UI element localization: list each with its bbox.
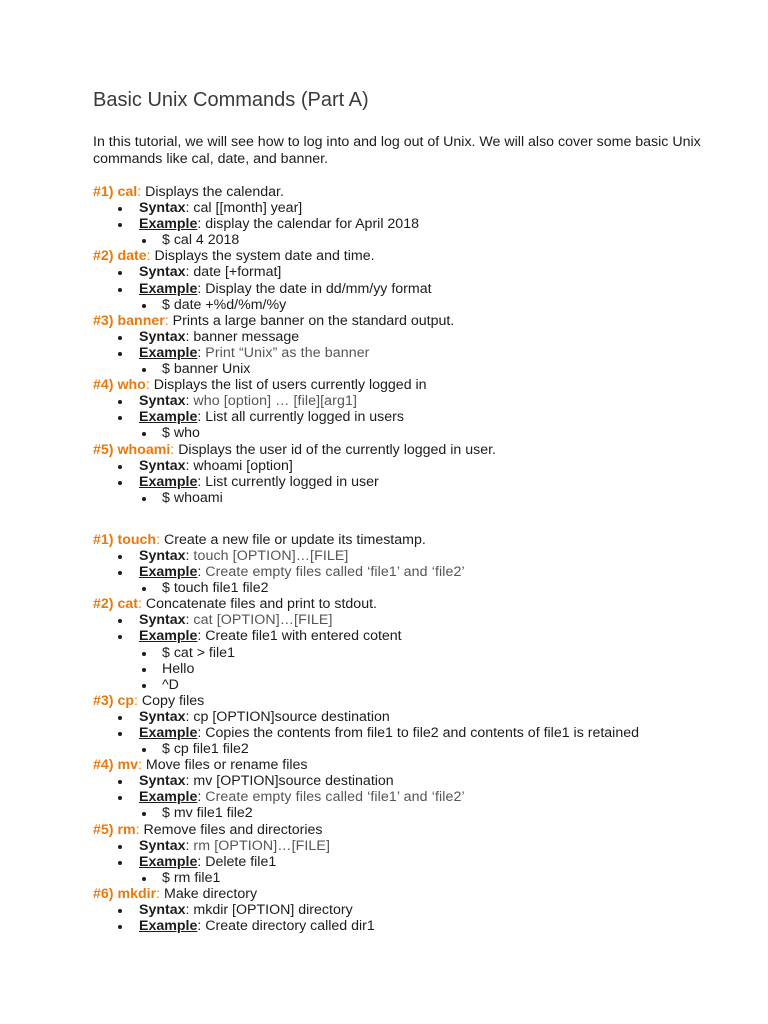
example-command-line: $ rm file1: [93, 870, 733, 886]
command-name: banner: [117, 312, 165, 329]
example-item: Example: Create empty files called ‘file1’ and ‘file2’: [93, 564, 733, 580]
example-item: Example: Delete file1: [93, 854, 733, 870]
command-number-and-name: [93, 313, 165, 329]
example-item: Example: Print “Unix” as the banner: [93, 345, 733, 361]
command-number: #1): [93, 531, 114, 548]
command-description: Displays the system date and time.: [154, 248, 375, 265]
example-item: Example: display the calendar for April 2018: [93, 216, 733, 232]
command-description: Prints a large banner on the standard output.: [172, 312, 455, 329]
example-label: Example: [139, 216, 198, 233]
command-description: Create a new file or update its timestamp.: [163, 531, 426, 548]
example-label: Example: [139, 473, 198, 490]
syntax-label: Syntax: [139, 612, 186, 629]
command-description: Remove files and directories: [143, 821, 323, 838]
command-entry: [93, 377, 733, 441]
command-description: Displays the calendar.: [145, 184, 284, 200]
syntax-item: Syntax: date [+format]: [93, 264, 733, 280]
example-value: Create directory called dir1: [205, 918, 375, 935]
command-entry: [93, 248, 733, 312]
document-title: Basic Unix Commands (Part A): [93, 89, 369, 111]
example-item: Example: Copies the contents from file1 to file2 and contents of file1 is retained: [93, 725, 733, 741]
command-group: [93, 532, 733, 934]
command-description: Displays the list of users currently logged in: [153, 377, 427, 394]
example-value: Create empty files called ‘file1’ and ‘file2’: [205, 789, 465, 806]
example-value: List all currently logged in users: [205, 409, 404, 426]
command-entry: [93, 313, 733, 377]
example-command-line: $ banner Unix: [93, 361, 733, 377]
command-group: [93, 184, 733, 506]
command-number: #5): [93, 441, 114, 458]
syntax-item: Syntax: mkdir [OPTION] directory: [93, 902, 733, 918]
command-number-and-name: [93, 377, 146, 393]
command-separator: :: [146, 248, 155, 265]
syntax-value: cal [[month] year]: [193, 200, 303, 217]
intro-paragraph: In this tutorial, we will see how to log into and log out of Unix. We will also cover some basic Unix commands like cal, date, and banner.: [93, 134, 701, 167]
command-number: #3): [93, 312, 114, 329]
syntax-item: Syntax: cat [OPTION]…[FILE]: [93, 612, 733, 628]
command-number-and-name: [93, 248, 147, 264]
command-separator: :: [137, 757, 146, 774]
command-number-and-name: [93, 757, 138, 773]
syntax-label: Syntax: [139, 902, 186, 919]
example-item: Example: Create file1 with entered cotent: [93, 628, 733, 644]
command-number-and-name: [93, 442, 170, 458]
example-item: Example: List currently logged in user: [93, 474, 733, 490]
example-item: Example: Create directory called dir1: [93, 918, 733, 934]
syntax-item: Syntax: rm [OPTION]…[FILE]: [93, 838, 733, 854]
example-label: Example: [139, 564, 198, 581]
example-value: List currently logged in user: [205, 473, 379, 490]
syntax-label: Syntax: [139, 393, 186, 410]
command-separator: :: [135, 821, 144, 838]
command-description: Move files or rename files: [145, 757, 308, 774]
example-command-line: Hello: [93, 661, 733, 677]
command-separator: :: [134, 692, 142, 709]
command-heading: [93, 184, 733, 200]
command-name: cp: [117, 692, 135, 709]
command-heading: [93, 442, 733, 458]
syntax-value: cp [OPTION]source destination: [193, 708, 390, 725]
example-value: Delete file1: [205, 853, 277, 870]
example-item: Example: Create empty files called ‘file1’ and ‘file2’: [93, 789, 733, 805]
syntax-label: Syntax: [139, 264, 186, 281]
syntax-label: Syntax: [139, 547, 186, 564]
example-item: Example: List all currently logged in users: [93, 409, 733, 425]
syntax-item: Syntax: who [option] … [file][arg1]: [93, 393, 733, 409]
command-number-and-name: [93, 693, 134, 709]
syntax-item: Syntax: cal [[month] year]: [93, 200, 733, 216]
example-label: Example: [139, 918, 198, 935]
syntax-value: date [+format]: [193, 264, 282, 281]
command-entry: [93, 822, 733, 886]
syntax-item: Syntax: touch [OPTION]…[FILE]: [93, 548, 733, 564]
syntax-value: rm [OPTION]…[FILE]: [193, 837, 331, 854]
example-label: Example: [139, 280, 198, 297]
command-number: #4): [93, 757, 114, 774]
syntax-value: mv [OPTION]source destination: [193, 773, 394, 790]
command-heading: [93, 886, 733, 902]
command-entry: [93, 596, 733, 693]
command-heading: [93, 377, 733, 393]
command-number: #5): [93, 821, 114, 838]
command-entry: [93, 693, 733, 757]
command-separator: :: [145, 377, 154, 394]
syntax-value: mkdir [OPTION] directory: [193, 902, 353, 919]
example-value: display the calendar for April 2018: [205, 216, 419, 233]
syntax-item: Syntax: cp [OPTION]source destination: [93, 709, 733, 725]
example-label: Example: [139, 853, 198, 870]
command-entry: [93, 442, 733, 506]
syntax-label: Syntax: [139, 837, 186, 854]
example-command-line: $ who: [93, 425, 733, 441]
command-sections: [93, 184, 733, 934]
command-number-and-name: [93, 596, 138, 612]
command-heading: [93, 757, 733, 773]
command-separator: :: [156, 531, 164, 548]
command-separator: :: [170, 441, 179, 458]
syntax-label: Syntax: [139, 328, 186, 345]
command-description: Displays the user id of the currently logged in user.: [178, 441, 496, 458]
syntax-value: cat [OPTION]…[FILE]: [193, 612, 333, 629]
document-page: [93, 86, 733, 934]
example-command-line: $ cal 4 2018: [93, 232, 733, 248]
example-value: Create file1 with entered cotent: [205, 628, 402, 645]
command-name: mv: [117, 757, 138, 774]
syntax-item: Syntax: whoami [option]: [93, 458, 733, 474]
example-label: Example: [139, 789, 198, 806]
command-number-and-name: [93, 886, 156, 902]
syntax-item: Syntax: banner message: [93, 329, 733, 345]
command-separator: :: [137, 596, 146, 613]
example-value: Create empty files called ‘file1’ and ‘file2’: [205, 564, 465, 581]
example-value: Print “Unix” as the banner: [205, 344, 370, 361]
example-value: Copies the contents from file1 to file2 and contents of file1 is retained: [205, 725, 640, 741]
example-command-line: $ date +%d/%m/%y: [93, 297, 733, 313]
syntax-label: Syntax: [139, 200, 186, 217]
command-name: touch: [117, 531, 157, 548]
command-entry: [93, 532, 733, 596]
command-entry: [93, 757, 733, 821]
command-description: Concatenate files and print to stdout.: [145, 596, 377, 613]
command-number-and-name: [93, 532, 156, 548]
example-label: Example: [139, 344, 198, 361]
command-separator: :: [137, 184, 146, 200]
syntax-item: Syntax: mv [OPTION]source destination: [93, 773, 733, 789]
command-number: #6): [93, 885, 114, 902]
syntax-value: whoami [option]: [193, 457, 293, 474]
command-heading: [93, 693, 733, 709]
command-name: mkdir: [117, 885, 157, 902]
command-entry: [93, 184, 733, 248]
example-command-line: $ cat > file1: [93, 645, 733, 661]
command-heading: [93, 596, 733, 612]
syntax-label: Syntax: [139, 773, 186, 790]
command-name: who: [117, 377, 146, 394]
example-command-line: $ mv file1 file2: [93, 805, 733, 821]
example-value: Display the date in dd/mm/yy format: [205, 280, 432, 297]
syntax-value: who [option] … [file][arg1]: [193, 393, 357, 410]
command-heading: [93, 313, 733, 329]
syntax-value: banner message: [193, 328, 300, 345]
command-description: Make directory: [164, 885, 258, 902]
command-number: #1): [93, 184, 114, 200]
command-name: cal: [117, 184, 138, 200]
syntax-label: Syntax: [139, 457, 186, 474]
command-heading: [93, 248, 733, 264]
command-name: rm: [117, 821, 136, 838]
command-separator: :: [164, 312, 173, 329]
command-heading: [93, 822, 733, 838]
command-separator: :: [156, 885, 164, 902]
example-label: Example: [139, 725, 198, 741]
command-entry: [93, 886, 733, 934]
command-number: #2): [93, 248, 114, 265]
command-number: #4): [93, 377, 114, 394]
command-heading: [93, 532, 733, 548]
command-number: #2): [93, 596, 114, 613]
example-command-line: $ touch file1 file2: [93, 580, 733, 596]
command-name: cat: [117, 596, 138, 613]
command-name: date: [117, 248, 147, 265]
command-description: Copy files: [141, 692, 205, 709]
command-number-and-name: [93, 822, 136, 838]
example-command-line: $ whoami: [93, 490, 733, 506]
example-item: Example: Display the date in dd/mm/yy format: [93, 281, 733, 297]
example-command-line: ^D: [93, 677, 733, 693]
command-name: whoami: [117, 441, 171, 458]
syntax-label: Syntax: [139, 708, 186, 725]
example-command-line: $ cp file1 file2: [93, 741, 733, 757]
command-number-and-name: [93, 184, 137, 200]
example-label: Example: [139, 409, 198, 426]
example-label: Example: [139, 628, 198, 645]
group-spacer: [93, 506, 733, 532]
command-number: #3): [93, 692, 114, 709]
syntax-value: touch [OPTION]…[FILE]: [193, 547, 349, 564]
